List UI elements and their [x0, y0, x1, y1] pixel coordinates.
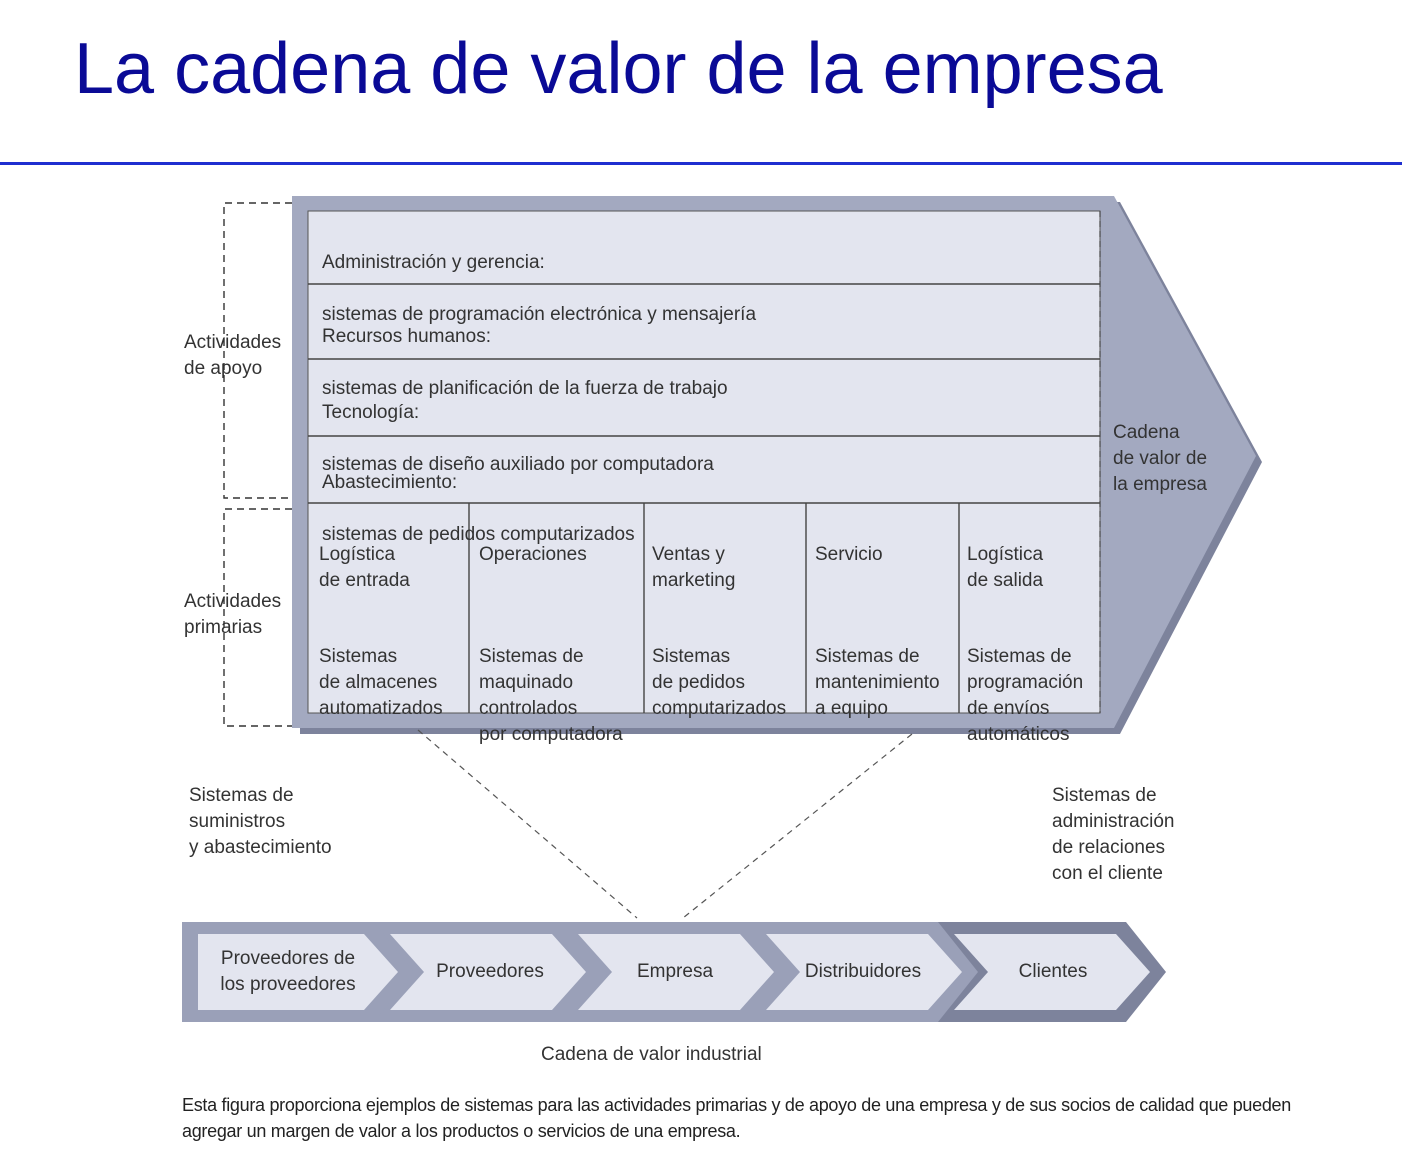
primary-activity-system: Sistemas de pedidos computarizados — [652, 646, 787, 719]
industry-label-suppliers: Proveedores — [436, 961, 544, 982]
primary-activity-sales-marketing — [652, 516, 786, 748]
support-activities-label: Actividades de apoyo — [184, 332, 282, 379]
support-activity-system: sistemas de planificación de la fuerza de trabajo — [322, 378, 728, 399]
primary-activity-system: Sistemas de programación de envíos automáticos — [967, 646, 1084, 745]
industry-label-suppliers-suppliers: Proveedores de los proveedores — [220, 948, 356, 995]
primary-activity-system: Sistemas de mantenimiento a equipo — [815, 646, 940, 719]
crm-systems-label: Sistemas de administración de relaciones con el cliente — [1052, 785, 1175, 884]
primary-activity-name: Logística de entrada — [319, 544, 410, 591]
primary-activity-name: Operaciones — [479, 544, 587, 565]
primary-activity-outbound-logistics — [967, 516, 1083, 774]
industry-label-distributors: Distribuidores — [804, 961, 922, 982]
primary-activity-name: Logística de salida — [967, 544, 1044, 591]
support-activity-system: sistemas de pedidos computarizados — [322, 524, 635, 545]
support-activity-system: sistemas de diseño auxiliado por computadora — [322, 454, 714, 475]
primary-activity-service — [815, 516, 940, 748]
industry-label-customers: Clientes — [1018, 961, 1088, 982]
primary-activity-system: Sistemas de maquinado controlados por computadora — [479, 646, 623, 745]
primary-activity-operations — [479, 516, 623, 774]
page-title: La cadena de valor de la empresa — [74, 29, 1163, 109]
supply-systems-label: Sistemas de suministros y abastecimiento — [189, 785, 332, 858]
primary-activity-system: Sistemas de almacenes automatizados — [319, 646, 443, 719]
support-activity-name: Recursos humanos: — [322, 326, 491, 347]
support-activity-system: sistemas de programación electrónica y mensajería — [322, 304, 757, 325]
support-activity-name: Administración y gerencia: — [322, 252, 545, 273]
primary-activity-name: Servicio — [815, 544, 883, 565]
connector-dashed-right — [683, 734, 912, 918]
primary-activities-label: Actividades primarias — [184, 591, 282, 638]
primary-activity-name: Ventas y marketing — [652, 544, 736, 591]
primary-activity-inbound-logistics — [319, 516, 443, 748]
industry-label-firm: Empresa — [636, 961, 714, 982]
support-activity-name: Abastecimiento: — [322, 472, 458, 493]
support-activity-name: Tecnología: — [322, 402, 420, 423]
figure-caption: Esta figura proporciona ejemplos de sistemas para las actividades primarias y de apoyo de una empresa y de sus socios de calidad que pueden agregar un margen de valor a los productos o servicios de una empresa. — [182, 1095, 1291, 1141]
firm-value-chain-label: Cadena de valor de la empresa — [1113, 422, 1208, 495]
industry-value-chain-label: Cadena de valor industrial — [541, 1044, 762, 1065]
